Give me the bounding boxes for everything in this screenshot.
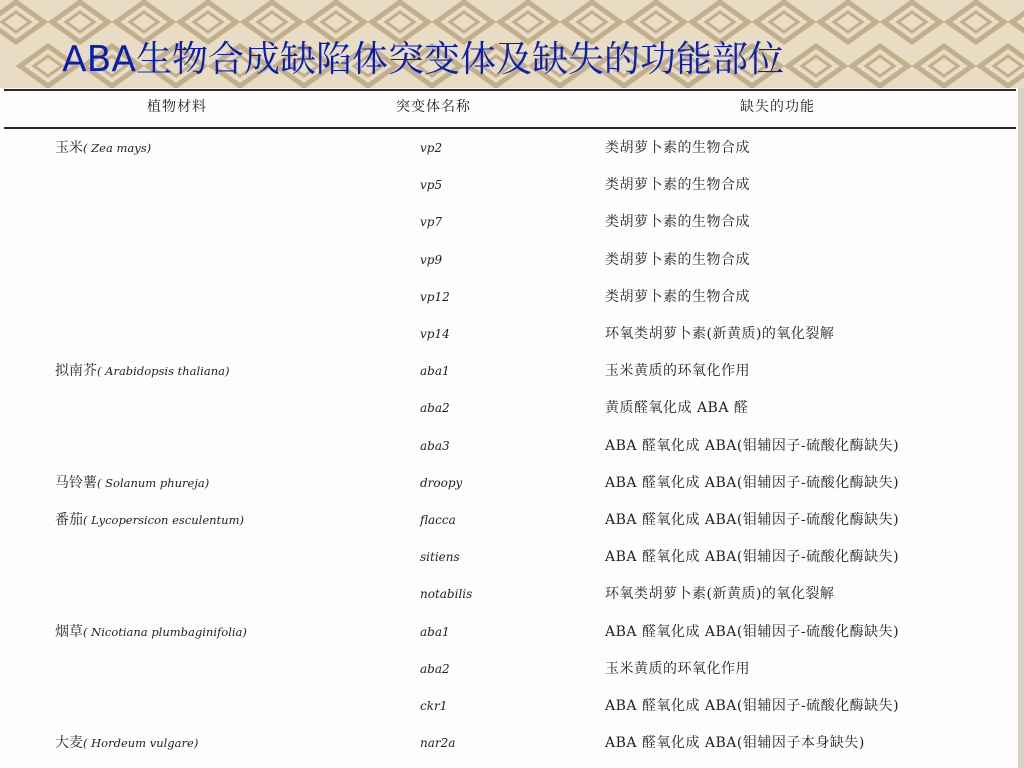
knot-diamond — [1012, 2, 1024, 42]
mutant-cell: vp12 — [420, 289, 450, 304]
function-cell: 黄质醛氧化成 ABA 醛 — [605, 400, 749, 417]
table-row — [0, 654, 1016, 684]
mutant-cell: vp14 — [420, 327, 450, 341]
knot-inner-diamond — [194, 12, 222, 32]
table-header-rule — [4, 127, 1016, 129]
plant-latin-name: ( Hordeum vulgare) — [83, 736, 199, 751]
function-cell: 类胡萝卜素的生物合成 — [605, 251, 750, 268]
knot-inner-diamond — [450, 12, 478, 32]
plant-chinese-name: 大麦 — [55, 735, 83, 752]
table-row — [0, 356, 1016, 386]
function-cell: 类胡萝卜素的生物合成 — [605, 214, 750, 231]
table-row — [0, 542, 1016, 572]
table-row — [0, 319, 1016, 349]
mutant-cell: aba2 — [420, 661, 450, 676]
knot-inner-diamond — [386, 12, 414, 32]
header-mutant-name: 突变体名称 — [396, 99, 471, 115]
function-cell: ABA 醛氧化成 ABA(钼辅因子-硫酸化酶缺失) — [605, 512, 900, 528]
knot-inner-diamond — [962, 12, 990, 32]
mutant-cell: vp9 — [420, 252, 443, 267]
plant-latin-name: ( Zea mays) — [83, 141, 152, 155]
knot-inner-diamond — [994, 56, 1022, 76]
mutant-cell: aba2 — [420, 401, 450, 416]
function-cell: ABA 醛氧化成 ABA(钼辅因子-硫酸化酶缺失) — [605, 549, 900, 566]
function-cell: 环氧类胡萝卜素(新黄质)的氧化裂解 — [605, 586, 835, 603]
knot-diamond — [916, 46, 972, 86]
plant-cell — [55, 505, 244, 535]
knot-inner-diamond — [578, 12, 606, 32]
plant-cell — [55, 133, 151, 163]
mutant-cell: droopy — [420, 475, 463, 490]
knot-diamond — [0, 2, 44, 42]
mutant-cell: flacca — [420, 513, 456, 527]
plant-latin-name: ( Solanum phureja) — [97, 475, 210, 490]
knot-diamond — [820, 2, 876, 42]
function-cell: 类胡萝卜素的生物合成 — [605, 288, 750, 305]
plant-cell — [55, 468, 209, 498]
knot-inner-diamond — [130, 12, 158, 32]
table-row — [0, 728, 1016, 758]
knot-inner-diamond — [514, 12, 542, 32]
plant-cell — [55, 356, 229, 386]
mutant-cell: sitiens — [420, 550, 460, 565]
plant-chinese-name: 拟南芥 — [55, 363, 97, 380]
knot-inner-diamond — [66, 12, 94, 32]
mutant-cell: nar2a — [420, 736, 456, 751]
slide-title: ABA生物合成缺陷体突变体及缺失的功能部位 — [62, 39, 784, 80]
knot-diamond — [884, 2, 940, 42]
mutant-cell: vp5 — [420, 178, 443, 193]
function-cell: ABA 醛氧化成 ABA(钼辅因子-硫酸化酶缺失) — [605, 474, 900, 491]
knot-inner-diamond — [834, 12, 862, 32]
table-row — [0, 691, 1016, 721]
mutant-cell: notabilis — [420, 587, 473, 602]
header-missing-function: 缺失的功能 — [740, 99, 815, 115]
knot-diamond — [788, 46, 844, 86]
table-row — [0, 245, 1016, 275]
knot-inner-diamond — [642, 12, 670, 32]
function-cell: 类胡萝卜素的生物合成 — [605, 140, 750, 156]
table-row — [0, 468, 1016, 498]
table-row — [0, 170, 1016, 200]
function-cell: 类胡萝卜素的生物合成 — [605, 177, 750, 194]
plant-latin-name: ( Nicotiana plumbaginifolia) — [83, 624, 247, 639]
scan-edge-shadow — [1018, 88, 1024, 768]
mutant-cell: ckr1 — [420, 699, 448, 713]
knot-inner-diamond — [898, 12, 926, 32]
plant-cell — [55, 617, 247, 647]
knot-diamond — [852, 46, 908, 86]
table-row — [0, 431, 1016, 461]
header-plant-material: 植物材料 — [147, 99, 207, 115]
table-row — [0, 617, 1016, 647]
mutant-cell: aba1 — [420, 624, 450, 639]
function-cell: ABA 醛氧化成 ABA(钼辅因子本身缺失) — [605, 735, 865, 752]
plant-chinese-name: 玉米 — [55, 140, 83, 156]
table-row — [0, 133, 1016, 163]
mutant-cell: aba3 — [420, 438, 450, 453]
knot-diamond — [980, 46, 1024, 86]
knot-inner-diamond — [2, 12, 30, 32]
table-row — [0, 505, 1016, 535]
function-cell: 玉米黄质的环氧化作用 — [605, 363, 750, 380]
knot-inner-diamond — [706, 12, 734, 32]
mutant-cell: aba1 — [420, 364, 450, 379]
function-cell: ABA 醛氧化成 ABA(钼辅因子-硫酸化酶缺失) — [605, 437, 900, 454]
plant-chinese-name: 番茄 — [55, 512, 83, 528]
knot-inner-diamond — [770, 12, 798, 32]
knot-inner-diamond — [322, 12, 350, 32]
plant-cell — [55, 728, 198, 758]
function-cell: 环氧类胡萝卜素(新黄质)的氧化裂解 — [605, 326, 835, 342]
table-row — [0, 282, 1016, 312]
plant-latin-name: ( Lycopersicon esculentum) — [83, 513, 244, 527]
function-cell: ABA 醛氧化成 ABA(钼辅因子-硫酸化酶缺失) — [605, 623, 900, 640]
table-row — [0, 579, 1016, 609]
plant-chinese-name: 烟草 — [55, 623, 83, 640]
table-row — [0, 393, 1016, 423]
knot-inner-diamond — [258, 12, 286, 32]
table-row — [0, 207, 1016, 237]
knot-inner-diamond — [34, 56, 62, 76]
knot-inner-diamond — [930, 56, 958, 76]
knot-inner-diamond — [866, 56, 894, 76]
knot-diamond — [948, 2, 1004, 42]
knot-inner-diamond — [802, 56, 830, 76]
mutant-cell: vp7 — [420, 215, 443, 230]
mutant-cell: vp2 — [420, 141, 443, 155]
function-cell: 玉米黄质的环氧化作用 — [605, 660, 750, 677]
function-cell: ABA 醛氧化成 ABA(钼辅因子-硫酸化酶缺失) — [605, 698, 900, 714]
table-top-rule — [4, 89, 1016, 91]
plant-chinese-name: 马铃薯 — [55, 474, 97, 491]
plant-latin-name: ( Arabidopsis thaliana) — [97, 364, 230, 379]
